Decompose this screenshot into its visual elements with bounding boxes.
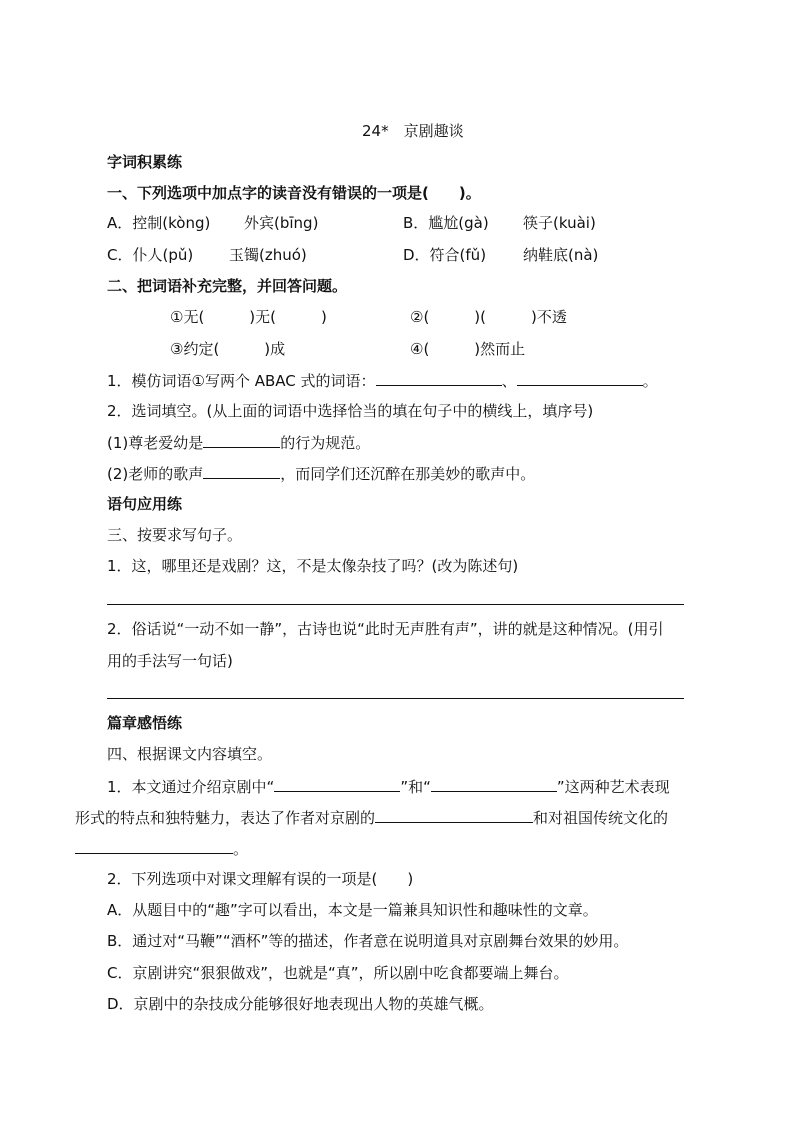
question-4-stem: 四、根据课文内容填空。 [107, 745, 273, 763]
option-d-2: 纳鞋底(nà) [523, 246, 599, 264]
question-2-stem: 二、把词语补充完整，并回答问题。 [107, 277, 348, 295]
abac-separator: 、 [501, 372, 517, 390]
word-item-1: ①无( )无( ) [170, 308, 327, 326]
fill-blank-2[interactable] [203, 463, 280, 479]
section-heading-sentence: 语句应用练 [107, 495, 183, 513]
q4-item1-part-d: 形式的特点和独特魅力，表达了作者对京剧的 [75, 809, 376, 827]
abac-end: 。 [642, 372, 658, 390]
fill-sentence-1-post: 的行为规范。 [280, 434, 371, 452]
question-4-item-1-line-2 [75, 807, 668, 828]
q4-blank-3[interactable] [375, 807, 533, 823]
section-heading-vocabulary: 字词积累练 [107, 153, 183, 171]
fill-sentence-2-post: ，而同学们还沉醉在那美妙的歌声中。 [280, 465, 536, 483]
fill-sentence-1-pre: (1)尊老爱幼是 [107, 434, 204, 452]
subquestion-abac [107, 370, 658, 391]
section-heading-reading: 篇章感悟练 [107, 714, 183, 732]
option-a-1: A．控制(kòng) [107, 214, 211, 232]
question-3-item-2-line-2: 用的手法写一句话) [107, 652, 233, 670]
abac-answer-blank-1[interactable] [376, 370, 502, 386]
option-b-1: B．尴尬(gà) [403, 214, 489, 232]
option-c-2: 玉镯(zhuó) [229, 246, 307, 264]
q4-blank-2[interactable] [431, 776, 557, 792]
answer-line-1[interactable] [107, 604, 684, 605]
q4-blank-1[interactable] [274, 776, 400, 792]
subquestion-fill-words: 2．选词填空。(从上面的词语中选择恰当的填在句子中的横线上，填序号) [107, 402, 594, 420]
q4-option-b: B．通过对“马鞭”“酒杯”等的描述，作者意在说明道具对京剧舞台效果的妙用。 [107, 932, 629, 950]
q4-item1-part-c: ”这两种艺术表现 [556, 778, 670, 796]
answer-line-2[interactable] [107, 698, 684, 699]
option-d-1: D．符合(fǔ) [403, 246, 487, 264]
q4-option-c: C．京剧讲究“狠狠做戏”，也就是“真”，所以剧中吃食都要端上舞台。 [107, 964, 569, 982]
question-3-item-1: 1．这，哪里还是戏剧？这，不是太像杂技了吗？(改为陈述句) [107, 557, 519, 575]
word-item-3: ③约定( )成 [170, 340, 286, 358]
page-title: 24* 京剧趣谈 [362, 122, 464, 140]
question-3-item-2-line-1: 2．俗话说“一动不如一静”，古诗也说“此时无声胜有声”，讲的就是这种情况。(用引 [107, 620, 664, 638]
abac-answer-blank-2[interactable] [517, 370, 643, 386]
fill-sentence-2 [107, 463, 535, 484]
q4-item1-part-b: ”和“ [400, 778, 431, 796]
word-item-4: ④( )然而止 [410, 340, 526, 358]
q4-item1-part-f: 。 [233, 840, 249, 858]
fill-sentence-2-pre: (2)老师的歌声 [107, 465, 204, 483]
option-c-1: C．仆人(pǔ) [107, 246, 194, 264]
question-3-stem: 三、按要求写句子。 [107, 526, 243, 544]
q4-option-d: D．京剧中的杂技成分能够很好地表现出人物的英雄气概。 [107, 995, 494, 1013]
option-a-2: 外宾(bīng) [244, 214, 319, 232]
question-4-item-1-line-1 [107, 776, 670, 797]
fill-blank-1[interactable] [203, 432, 280, 448]
q4-item1-part-a: 1．本文通过介绍京剧中“ [107, 778, 275, 796]
q4-blank-4[interactable] [75, 838, 233, 854]
question-4-item-2: 2．下列选项中对课文理解有误的一项是( ) [107, 870, 414, 888]
fill-sentence-1 [107, 432, 370, 453]
question-4-item-1-line-3 [75, 838, 248, 859]
q4-option-a: A．从题目中的“趣”字可以看出，本文是一篇兼具知识性和趣味性的文章。 [107, 901, 598, 919]
word-item-2: ②( )( )不透 [410, 308, 567, 326]
subquestion-abac-text: 1．模仿词语①写两个 ABAC 式的词语： [107, 372, 376, 390]
q4-item1-part-e: 和对祖国传统文化的 [533, 809, 669, 827]
option-b-2: 筷子(kuài) [523, 214, 596, 232]
question-1-stem: 一、下列选项中加点字的读音没有错误的一项是( )。 [107, 184, 481, 202]
